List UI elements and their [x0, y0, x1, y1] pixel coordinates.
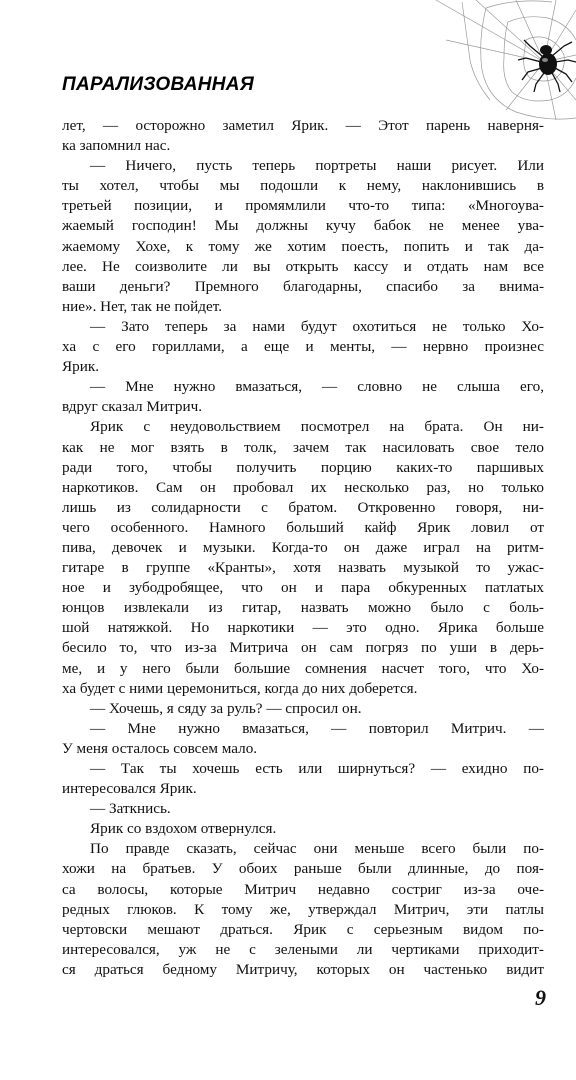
text-line: третьей позиции, и промямлили что-то типа: «Многоува- [62, 197, 544, 215]
text-line: чего особенного. Намного больший кайф Ярик ловил от [62, 518, 544, 536]
text-line: ка запомнил нас. [62, 137, 171, 155]
text-line: ся драться бедному Митричу, которых он частенько видит [62, 960, 544, 978]
running-head: ПАРАЛИЗОВАННАЯ [62, 74, 254, 95]
text-line: са волосы, которые Митрич недавно состриг из-за оче- [62, 880, 544, 898]
text-line: жаемый господин! Мы должны кучу бабок не менее ува- [62, 217, 544, 235]
page-number: 9 [535, 985, 546, 1010]
spider-web-illustration [426, 0, 576, 120]
text-line: шой натяжкой. Но наркотики — это одно. Ярика больше [62, 619, 544, 637]
text-line: жаемому Хохе, к тому же хотим поесть, попить и так да- [62, 237, 544, 255]
text-line: У меня осталось совсем мало. [62, 739, 258, 757]
text-line: — Ничего, пусть теперь портреты наши рисует. Или [90, 157, 544, 175]
text-line: ты хотел, чтобы мы подошли к нему, наклонившись в [62, 177, 544, 195]
text-line: интересовался Ярик. [62, 780, 197, 798]
text-line: как не мог взять в толк, зачем так насиловать свое тело [62, 438, 544, 456]
text-line: — Зато теперь за нами будут охотиться не только Хо- [90, 317, 544, 335]
text-line: интересовался, уж не с зелеными ли чертиками приходит- [62, 940, 544, 958]
text-line: Ярик с неудовольствием посмотрел на брата. Он ни- [90, 418, 544, 436]
text-line: наркотиков. Сам он пробовал их несколько раз, но только [62, 478, 544, 496]
text-line: ради того, чтобы получить порцию каких-то паршивых [62, 458, 544, 476]
text-line: ха будет с ними церемониться, когда до них доберется. [62, 679, 418, 697]
text-line: ме, и у него были большие сомнения насчет того, что Хо- [62, 659, 544, 677]
text-line: — Заткнись. [90, 800, 171, 818]
text-line: — Хочешь, я сяду за руль? — спросил он. [90, 699, 362, 717]
text-line: хожи на братьев. У обоих раньше были длинные, до поя- [62, 860, 544, 878]
text-line: — Так ты хочешь есть или ширнуться? — ехидно по- [90, 760, 544, 777]
text-line: ние». Нет, так не пойдет. [62, 297, 222, 315]
text-line: По правде сказать, сейчас они меньше всего были по- [90, 840, 544, 858]
text-line: Ярик со вздохом отвернулся. [90, 820, 277, 838]
text-line: ха с его гориллами, а еще и менты, — нервно произнес [62, 338, 544, 356]
text-line: ное и зубодробящее, что он и пара обкуренных патлатых [62, 579, 544, 597]
body-text [62, 116, 544, 980]
text-line: чертовски мешают драться. Ярик с серьезным видом по- [62, 920, 544, 938]
text-line: Ярик. [62, 358, 100, 376]
text-line: — Мне нужно вмазаться, — словно не слыша его, [90, 378, 544, 396]
text-line: ваши деньги? Премного благодарны, спасибо за внима- [62, 277, 544, 295]
text-line: редных глюков. К тому же, утверждал Митрич, эти патлы [62, 900, 544, 918]
text-line: вдруг сказал Митрич. [62, 398, 203, 416]
text-line: лее. Не соизволите ли вы открыть кассу и отдать нам все [62, 257, 544, 275]
text-line: пива, девочек и музыки. Когда-то он даже играл на ритм- [62, 538, 544, 556]
text-line: бесило то, что из-за Митрича он сам погряз по уши в дерь- [62, 639, 544, 657]
text-line: лишь из солидарности с братом. Откровенно говоря, ни- [62, 498, 544, 516]
text-line: — Мне нужно вмазаться, — повторил Митрич. — [90, 719, 544, 737]
text-line: лет, — осторожно заметил Ярик. — Этот парень наверня- [62, 117, 544, 134]
text-line: юнцов извлекали из гитар, назвать можно было с боль- [62, 599, 544, 617]
text-line: гитаре в группе «Кранты», хотя назвать музыкой то ужас- [62, 559, 544, 577]
